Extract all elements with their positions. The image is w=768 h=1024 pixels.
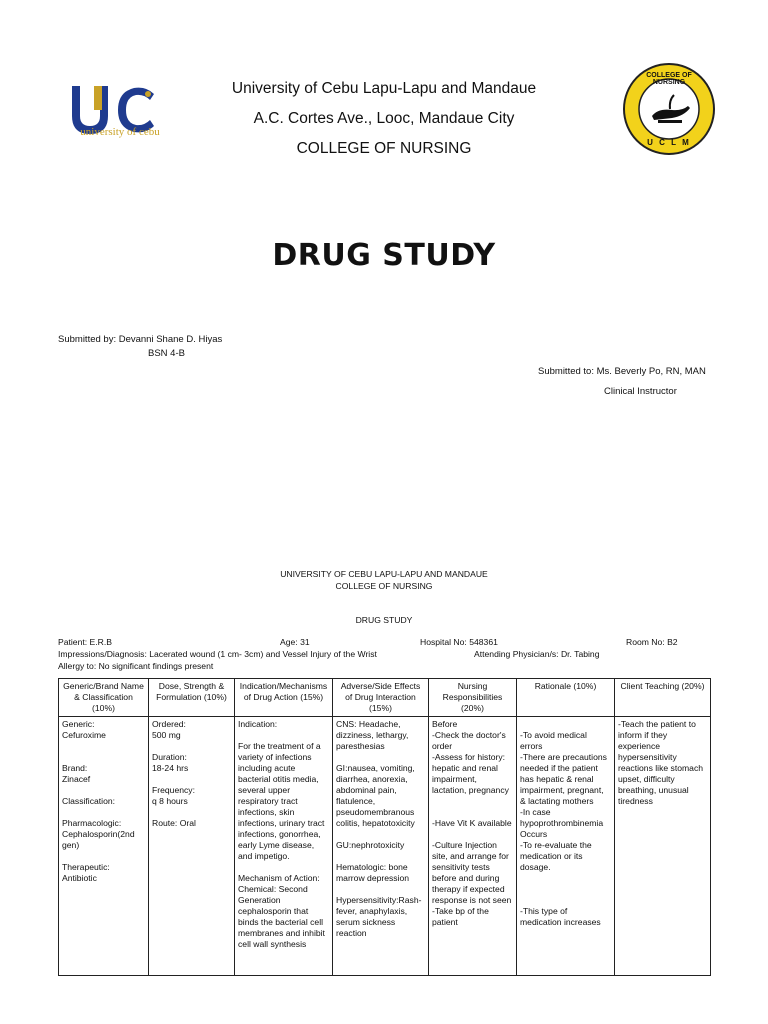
cell-text: -To avoid medical errors -There are precautions needed if the patient has hepatic & renal impairment, pregnant, & lactating mothers -In case hypoprothrombinemia Occurs -To re-evaluate the medication or its dosage. -This type of medication increases — [520, 730, 607, 927]
header-dose: Dose, Strength & Formulation (10%) — [149, 679, 235, 717]
header-client-teaching: Client Teaching (20%) — [615, 679, 711, 717]
cell-client-teaching — [615, 717, 711, 976]
seal-text-bottom: U C L M — [647, 138, 691, 147]
college-of-nursing-seal — [622, 62, 716, 156]
submitted-by: Submitted by: Devanni Shane D. Hiyas — [58, 334, 223, 345]
patient: Patient: E.R.B — [58, 637, 112, 647]
cell-indication — [235, 717, 333, 976]
college-name: COLLEGE OF NURSING — [296, 140, 472, 157]
cell-dose — [149, 717, 235, 976]
room-number: Room No: B2 — [626, 637, 678, 647]
page-title: DRUG STUDY — [272, 238, 496, 273]
university-name: University of Cebu Lapu-Lapu and Mandaue — [231, 80, 537, 97]
attending-physician: Attending Physician/s: Dr. Tabing — [474, 649, 600, 659]
university-address: A.C. Cortes Ave., Looc, Mandaue City — [253, 110, 515, 127]
hospital-number: Hospital No: 548361 — [420, 637, 498, 647]
header-nursing-responsibilities: Nursing Responsibilities (20%) — [429, 679, 517, 717]
header-adverse-effects: Adverse/Side Effects of Drug Interaction (15%) — [333, 679, 429, 717]
submitted-to-role: Clinical Instructor — [604, 386, 677, 397]
cell-text: Ordered: 500 mg Duration: 18-24 hrs Frequency: q 8 hours Route: Oral — [152, 719, 196, 828]
submitted-by-section: BSN 4-B — [148, 348, 185, 359]
cell-text: Generic: Cefuroxime Brand: Zinacef Classification: Pharmacologic: Cephalosporin(2nd gen) Therapeutic: Antibiotic — [62, 719, 135, 883]
cell-text: CNS: Headache, dizziness, lethargy, paresthesias GI:nausea, vomiting, diarrhea, anorexia, abdominal pain, flatulence, pseudomembranous colitis, hepatotoxicity GU:nephrotoxicity Hematologic: bone marrow depression Hypersensitivity:Rash-fever, anaphylaxis, serum sickness reaction — [336, 719, 422, 938]
cell-text: Indication: For the treatment of a variety of infections including acute bacterial otitis media, several upper respiratory tract infections, skin infections, urinary tract infections, gonorrhea, early Lyme disease, and impetigo. Mechanism of Action: Chemical: Second Generation cephalosporin that binds the bacterial cell membranes and inhibit cell wall synthesis — [238, 719, 325, 949]
cell-adverse-effects — [333, 717, 429, 976]
form-college: COLLEGE OF NURSING — [335, 581, 433, 591]
logo-caption: university of cebu — [80, 126, 160, 138]
form-university: UNIVERSITY OF CEBU LAPU-LAPU AND MANDAUE — [280, 569, 488, 579]
cell-nursing-responsibilities — [429, 717, 517, 976]
submitted-to: Submitted to: Ms. Beverly Po, RN, MAN — [538, 366, 706, 377]
drug-study-table — [58, 678, 711, 976]
form-title: DRUG STUDY — [355, 615, 413, 625]
table-header-row — [59, 679, 711, 717]
table-row — [59, 717, 711, 976]
header-rationale: Rationale (10%) — [517, 679, 615, 717]
header-generic-brand: Generic/Brand Name & Classification (10%) — [59, 679, 149, 717]
allergy: Allergy to: No significant findings present — [58, 661, 214, 671]
cell-text: -Teach the patient to inform if they experience hypersensitivity reactions like stomach upset, difficulty breathing, unusual tiredness — [618, 719, 704, 806]
patient-age: Age: 31 — [280, 637, 310, 647]
diagnosis: Impressions/Diagnosis: Lacerated wound (1 cm- 3cm) and Vessel Injury of the Wrist — [58, 649, 377, 659]
seal-text-top: COLLEGE OF NURSING — [646, 72, 692, 86]
cell-generic-brand — [59, 717, 149, 976]
cell-rationale — [517, 717, 615, 976]
header-indication: Indication/Mechanisms of Drug Action (15%) — [235, 679, 333, 717]
cell-text: Before -Check the doctor's order -Assess for history: hepatic and renal impairment, lactation, pregnancy -Have Vit K available -Culture Injection site, and arrange for sensitivity tests before and during therapy if expected response is not seen -Take bp of the patient — [432, 719, 512, 927]
